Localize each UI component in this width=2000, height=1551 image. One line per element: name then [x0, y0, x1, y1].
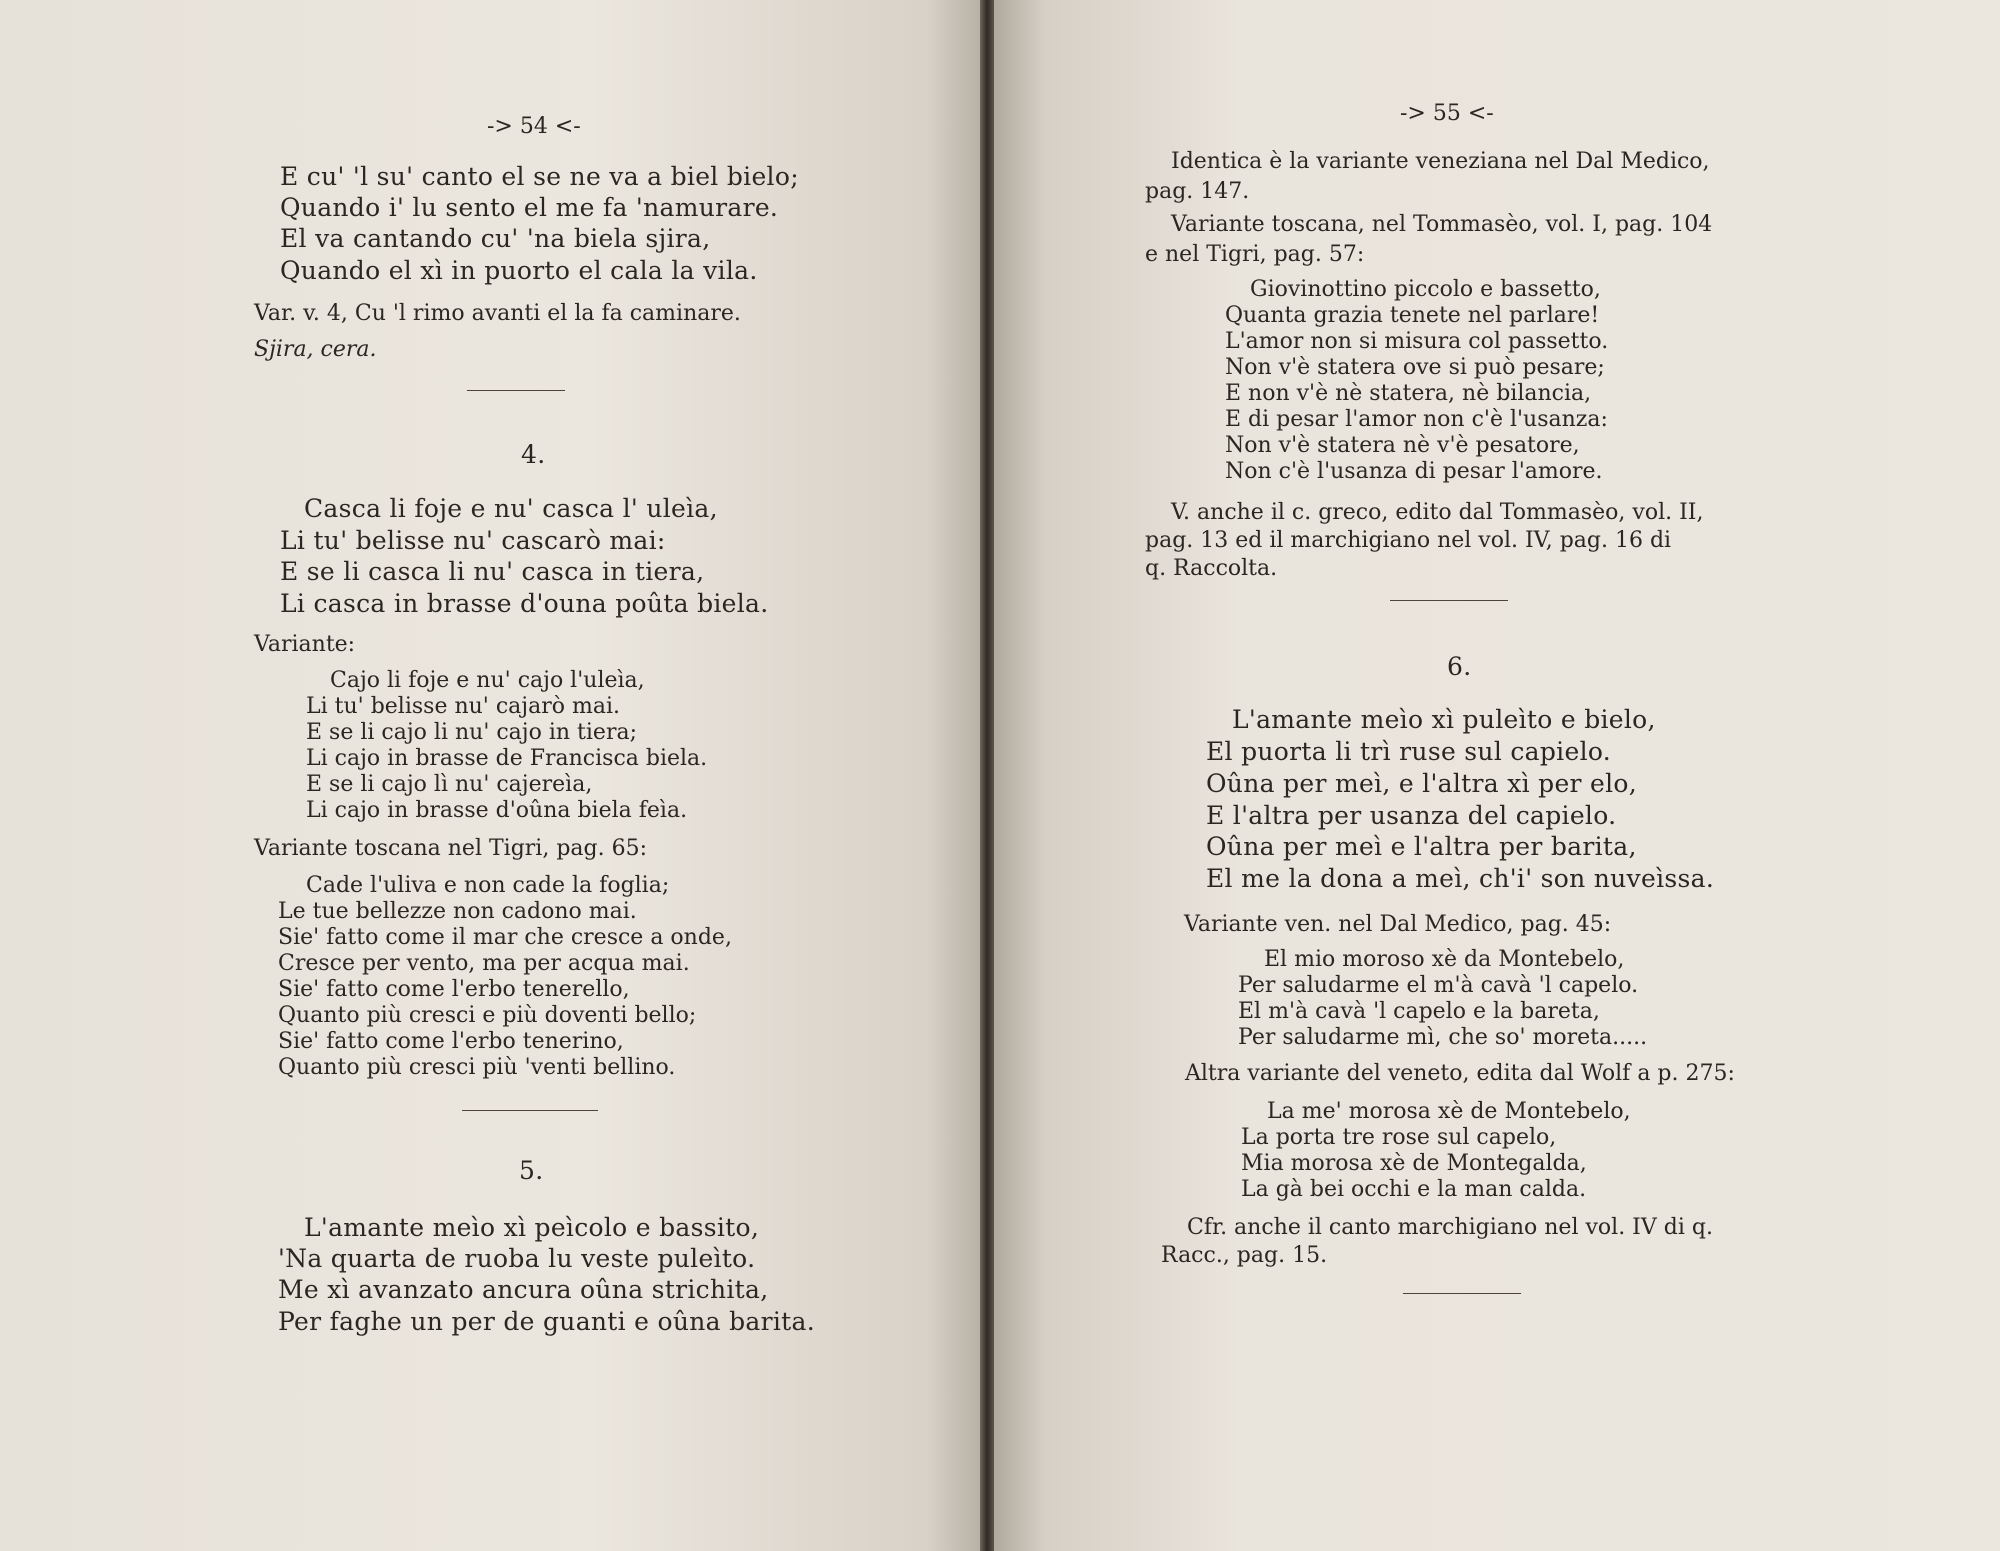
variant-line: Cajo li foje e nu' cajo l'uleìa,: [330, 668, 645, 693]
verse-line: E se li casca li nu' casca in tiera,: [280, 557, 705, 586]
section-number-5: 5.: [519, 1156, 544, 1185]
verse-line: Oûna per meì, e l'altra xì per elo,: [1206, 769, 1638, 798]
verse-line: El me la dona a meì, ch'i' son nuveìssa.: [1206, 864, 1715, 893]
page-number-55: -> 55 <-: [1400, 101, 1494, 126]
verse-line: Oûna per meì e l'altra per barita,: [1206, 832, 1637, 861]
variant-line: Per saludarme el m'à cavà 'l capelo.: [1238, 973, 1639, 998]
prose-line: Identica è la variante veneziana nel Dal Medico,: [1171, 149, 1710, 174]
section-rule: [467, 390, 565, 391]
verse-line: 'Na quarta de ruoba lu veste puleìto.: [278, 1244, 756, 1273]
verse-line: E l'altra per usanza del capielo.: [1206, 801, 1617, 830]
prose-line: e nel Tigri, pag. 57:: [1145, 242, 1365, 267]
variant-line: Sie' fatto come il mar che cresce a onde,: [278, 925, 732, 950]
section-number-6: 6.: [1447, 652, 1472, 681]
prose-line: pag. 13 ed il marchigiano nel vol. IV, pag. 16 di: [1145, 528, 1672, 553]
section-number-4: 4.: [521, 440, 546, 469]
verse-line: Per faghe un per de guanti e oûna barita.: [278, 1307, 815, 1336]
variante-label: Variante:: [254, 632, 356, 657]
verse-line: Casca li foje e nu' casca l' uleìa,: [304, 494, 718, 523]
altra-label: Altra variante del veneto, edita dal Wolf a p. 275:: [1185, 1061, 1735, 1086]
verse-line: Li tu' belisse nu' cascarò mai:: [280, 526, 666, 555]
variant-line: Per saludarme mì, che so' moreta.....: [1238, 1025, 1648, 1050]
verse-line: E cu' 'l su' canto el se ne va a biel bielo;: [280, 162, 799, 191]
variant-line: Cresce per vento, ma per acqua mai.: [278, 951, 690, 976]
variant-line: E non v'è nè statera, nè bilancia,: [1225, 381, 1592, 406]
gloss: Sjira, cera.: [254, 337, 377, 362]
prose-line: Variante toscana, nel Tommasèo, vol. I, pag. 104: [1171, 212, 1713, 237]
variant-line: Le tue bellezze non cadono mai.: [278, 899, 637, 924]
variant-line: El mio moroso xè da Montebelo,: [1264, 947, 1625, 972]
variant-line: Li tu' belisse nu' cajarò mai.: [306, 694, 620, 719]
prose-line: pag. 147.: [1145, 179, 1250, 204]
variant-line: Sie' fatto come l'erbo tenerino,: [278, 1029, 624, 1054]
verse-line: L'amante meìo xì puleìto e bielo,: [1232, 705, 1656, 734]
page-number-54: -> 54 <-: [487, 114, 581, 139]
variant-line: Quanto più cresci più 'venti bellino.: [278, 1055, 676, 1080]
variant-line: Li cajo in brasse de Francisca biela.: [306, 746, 708, 771]
variant-line: Cade l'uliva e non cade la foglia;: [306, 873, 670, 898]
variant-line: Quanta grazia tenete nel parlare!: [1225, 303, 1600, 328]
section-rule: [1390, 600, 1508, 601]
variant-line: Non v'è statera nè v'è pesatore,: [1225, 433, 1580, 458]
prose-line: Cfr. anche il canto marchigiano nel vol. IV di q.: [1187, 1215, 1713, 1240]
book-gutter: [980, 0, 994, 1551]
verse-line: Me xì avanzato ancura oûna strichita,: [278, 1275, 769, 1304]
verse-line: El puorta li trì ruse sul capielo.: [1206, 737, 1612, 766]
variant-line: La gà bei occhi e la man calda.: [1241, 1177, 1587, 1202]
left-page: [0, 0, 985, 1551]
section-rule: [1403, 1293, 1521, 1294]
variant-line: La me' morosa xè de Montebelo,: [1267, 1099, 1631, 1124]
prose-line: V. anche il c. greco, edito dal Tommasèo, vol. II,: [1171, 500, 1704, 525]
variant-line: La porta tre rose sul capelo,: [1241, 1125, 1557, 1150]
var-note: Var. v. 4, Cu 'l rimo avanti el la fa caminare.: [254, 301, 741, 326]
variant-line: Sie' fatto come l'erbo tenerello,: [278, 977, 630, 1002]
variant-line: L'amor non si misura col passetto.: [1225, 329, 1609, 354]
variant-line: El m'à cavà 'l capelo e la bareta,: [1238, 999, 1600, 1024]
variant-line: Mia morosa xè de Montegalda,: [1241, 1151, 1587, 1176]
variant-line: Non c'è l'usanza di pesar l'amore.: [1225, 459, 1603, 484]
variant-line: E di pesar l'amor non c'è l'usanza:: [1225, 407, 1608, 432]
variante-ven-label: Variante ven. nel Dal Medico, pag. 45:: [1184, 912, 1612, 937]
verse-line: Li casca in brasse d'ouna poûta biela.: [280, 589, 769, 618]
variant-line: Quanto più cresci e più doventi bello;: [278, 1003, 697, 1028]
verse-line: L'amante meìo xì peìcolo e bassito,: [304, 1213, 760, 1242]
right-page: [985, 0, 2000, 1551]
verse-line: Quando i' lu sento el me fa 'namurare.: [280, 193, 779, 222]
variant-line: Non v'è statera ove si può pesare;: [1225, 355, 1605, 380]
variant-line: E se li cajo lì nu' cajereìa,: [306, 772, 593, 797]
verse-line: El va cantando cu' 'na biela sjira,: [280, 224, 711, 253]
variant-line: Giovinottino piccolo e bassetto,: [1250, 277, 1601, 302]
variant-line: Li cajo in brasse d'oûna biela feìa.: [306, 798, 688, 823]
variant-line: E se li cajo li nu' cajo in tiera;: [306, 720, 637, 745]
section-rule: [462, 1110, 598, 1111]
prose-line: Racc., pag. 15.: [1161, 1243, 1328, 1268]
verse-line: Quando el xì in puorto el cala la vila.: [280, 256, 758, 285]
toscana-label: Variante toscana nel Tigri, pag. 65:: [254, 836, 647, 861]
prose-line: q. Raccolta.: [1145, 556, 1278, 581]
